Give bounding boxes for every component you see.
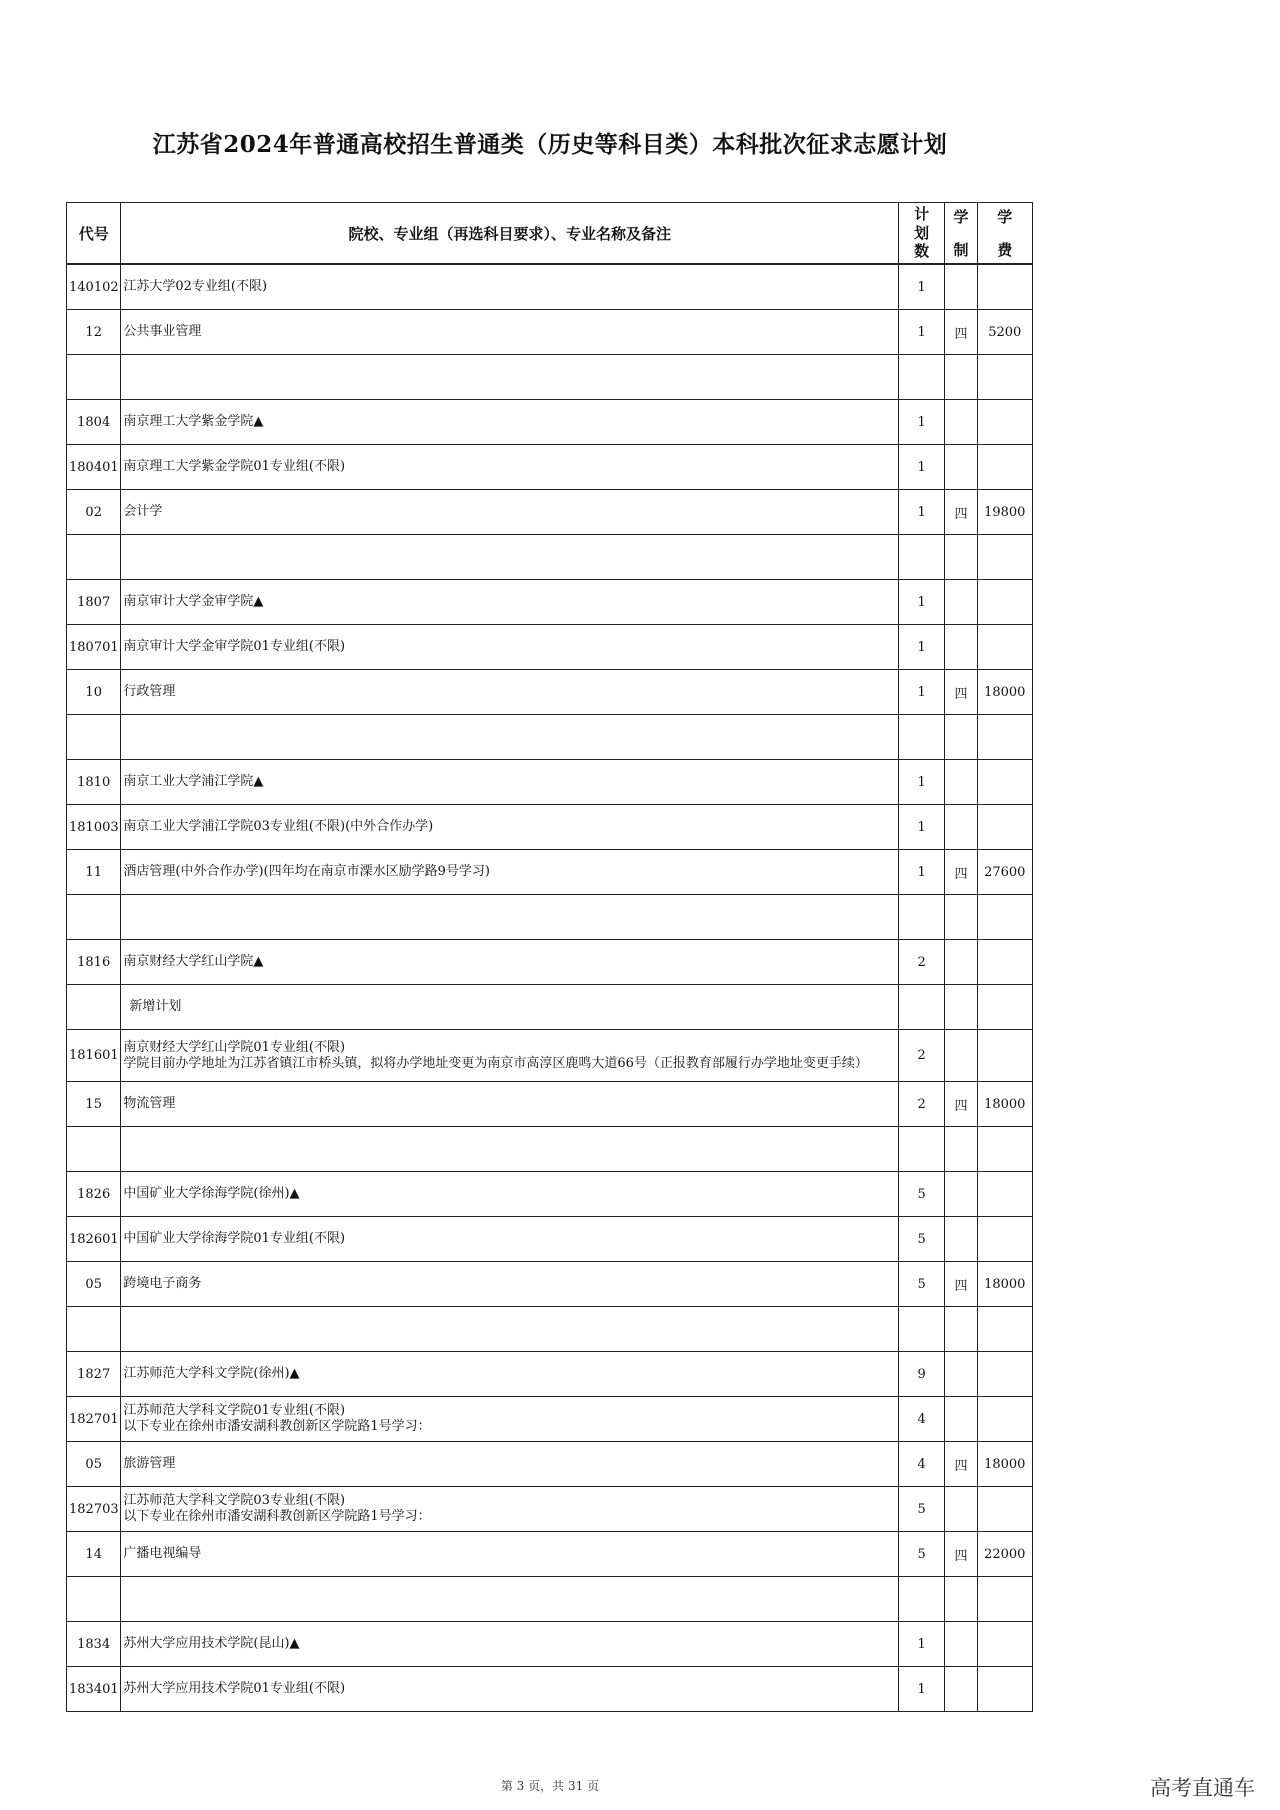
cell-name (121, 715, 899, 760)
cell-name (121, 895, 899, 940)
table-row (67, 1262, 1033, 1307)
header-fee: 学 费 (977, 203, 1032, 265)
cell-code: 182703 (67, 1487, 121, 1532)
cell-name-line: 苏州大学应用技术学院01专业组(不限) (123, 1681, 346, 1697)
cell-fee (977, 1127, 1032, 1172)
cell-years: 四 (945, 1532, 977, 1577)
cell-years (945, 1667, 977, 1712)
table-row (67, 1397, 1033, 1442)
cell-years (945, 625, 977, 670)
cell-plan: 9 (899, 1352, 945, 1397)
cell-fee (977, 355, 1032, 400)
cell-name-line: 江苏师范大学科文学院01专业组(不限) (123, 1403, 346, 1419)
header-plan: 计 划 数 (899, 203, 945, 265)
table-row (67, 715, 1033, 760)
table-row (67, 670, 1033, 715)
cell-fee (977, 1397, 1032, 1442)
cell-years (945, 445, 977, 490)
cell-name (121, 805, 899, 850)
cell-fee (977, 1352, 1032, 1397)
cell-plan: 5 (899, 1217, 945, 1262)
cell-name (121, 445, 899, 490)
cell-name (121, 1352, 899, 1397)
cell-fee (977, 1577, 1032, 1622)
cell-code (67, 715, 121, 760)
page-title: 江苏省2024年普通高校招生普通类（历史等科目类）本科批次征求志愿计划 (152, 131, 948, 158)
table-row (67, 940, 1033, 985)
cell-name-line: 南京理工大学紫金学院▲ (123, 414, 264, 430)
cell-years (945, 580, 977, 625)
cell-code: 1834 (67, 1622, 121, 1667)
cell-fee: 27600 (977, 850, 1032, 895)
cell-name (121, 1622, 899, 1667)
cell-plan (899, 1577, 945, 1622)
cell-code: 11 (67, 850, 121, 895)
cell-years (945, 400, 977, 445)
cell-code: 1810 (67, 760, 121, 805)
cell-name (121, 985, 899, 1030)
cell-fee (977, 445, 1032, 490)
cell-name-line: 苏州大学应用技术学院(昆山)▲ (123, 1636, 300, 1652)
cell-plan: 2 (899, 1030, 945, 1082)
cell-plan (899, 715, 945, 760)
cell-plan: 1 (899, 805, 945, 850)
cell-name-line: 物流管理 (123, 1096, 176, 1112)
cell-name (121, 490, 899, 535)
cell-code (67, 895, 121, 940)
cell-years (945, 355, 977, 400)
header-name: 院校、专业组（再选科目要求）、专业名称及备注 (121, 203, 899, 265)
table-row (67, 1172, 1033, 1217)
cell-name (121, 310, 899, 355)
table-header-row (67, 203, 1033, 265)
cell-years (945, 1307, 977, 1352)
cell-plan: 1 (899, 760, 945, 805)
table-row (67, 1307, 1033, 1352)
cell-name (121, 1487, 899, 1532)
cell-name (121, 1307, 899, 1352)
cell-plan: 5 (899, 1172, 945, 1217)
cell-plan (899, 1127, 945, 1172)
cell-code: 181003 (67, 805, 121, 850)
table-row (67, 805, 1033, 850)
table-row (67, 760, 1033, 805)
cell-plan: 5 (899, 1487, 945, 1532)
cell-fee (977, 1030, 1032, 1082)
cell-name (121, 355, 899, 400)
cell-years (945, 1172, 977, 1217)
cell-name (121, 1262, 899, 1307)
table-row (67, 1532, 1033, 1577)
cell-years (945, 1487, 977, 1532)
cell-plan: 1 (899, 580, 945, 625)
cell-fee: 22000 (977, 1532, 1032, 1577)
cell-fee (977, 805, 1032, 850)
table-row (67, 1622, 1033, 1667)
cell-plan: 5 (899, 1262, 945, 1307)
cell-name-line: 以下专业在徐州市潘安湖科教创新区学院路1号学习： (123, 1509, 431, 1524)
cell-code (67, 985, 121, 1030)
cell-plan: 2 (899, 1082, 945, 1127)
cell-plan: 5 (899, 1532, 945, 1577)
table-row (67, 400, 1033, 445)
cell-years (945, 1352, 977, 1397)
cell-fee (977, 264, 1032, 310)
cell-name-line: 南京工业大学浦江学院▲ (123, 774, 264, 790)
cell-plan (899, 895, 945, 940)
cell-fee (977, 1172, 1032, 1217)
cell-fee (977, 760, 1032, 805)
cell-plan (899, 355, 945, 400)
cell-plan (899, 1307, 945, 1352)
cell-name-line: 中国矿业大学徐海学院(徐州)▲ (123, 1186, 300, 1202)
cell-name (121, 625, 899, 670)
cell-code: 180701 (67, 625, 121, 670)
cell-years: 四 (945, 850, 977, 895)
cell-code (67, 1127, 121, 1172)
cell-years (945, 715, 977, 760)
cell-fee: 18000 (977, 1442, 1032, 1487)
cell-years: 四 (945, 310, 977, 355)
table-row (67, 895, 1033, 940)
cell-fee (977, 1307, 1032, 1352)
cell-code: 05 (67, 1442, 121, 1487)
table-row (67, 1127, 1033, 1172)
cell-name-line: 南京审计大学金审学院▲ (123, 594, 264, 610)
cell-years (945, 1127, 977, 1172)
cell-plan: 1 (899, 1622, 945, 1667)
table-row (67, 264, 1033, 310)
cell-plan: 2 (899, 940, 945, 985)
enrollment-plan-table (66, 202, 1033, 1712)
cell-years (945, 535, 977, 580)
cell-name-line: 南京财经大学红山学院01专业组(不限) (123, 1039, 346, 1055)
cell-name-line: 江苏师范大学科文学院(徐州)▲ (123, 1366, 300, 1382)
cell-plan: 4 (899, 1442, 945, 1487)
cell-code: 15 (67, 1082, 121, 1127)
cell-code (67, 355, 121, 400)
cell-fee: 18000 (977, 670, 1032, 715)
cell-plan: 1 (899, 670, 945, 715)
watermark-logo-text: 高考直通车 (1150, 1776, 1255, 1800)
cell-plan: 1 (899, 310, 945, 355)
cell-name-line: 酒店管理(中外合作办学)(四年均在南京市溧水区励学路9号学习) (123, 864, 490, 880)
cell-plan: 1 (899, 445, 945, 490)
table-row (67, 310, 1033, 355)
cell-name-line: 以下专业在徐州市潘安湖科教创新区学院路1号学习： (123, 1419, 431, 1434)
cell-years (945, 264, 977, 310)
table-row (67, 1487, 1033, 1532)
table-row (67, 985, 1033, 1030)
cell-code: 180401 (67, 445, 121, 490)
cell-name (121, 940, 899, 985)
cell-years: 四 (945, 1262, 977, 1307)
cell-code: 12 (67, 310, 121, 355)
cell-years: 四 (945, 1442, 977, 1487)
cell-fee: 18000 (977, 1082, 1032, 1127)
cell-name (121, 1577, 899, 1622)
cell-plan: 1 (899, 490, 945, 535)
cell-name-line: 江苏大学02专业组(不限) (123, 279, 268, 295)
cell-code: 183401 (67, 1667, 121, 1712)
cell-fee (977, 1622, 1032, 1667)
cell-name-line: 会计学 (123, 504, 163, 520)
cell-fee (977, 940, 1032, 985)
cell-name-line: 南京审计大学金审学院01专业组(不限) (123, 639, 346, 655)
cell-name (121, 400, 899, 445)
cell-fee (977, 895, 1032, 940)
cell-plan: 4 (899, 1397, 945, 1442)
cell-fee: 18000 (977, 1262, 1032, 1307)
cell-fee (977, 985, 1032, 1030)
cell-name-line: 公共事业管理 (123, 324, 202, 340)
cell-code: 140102 (67, 264, 121, 310)
table-row (67, 625, 1033, 670)
cell-fee (977, 1667, 1032, 1712)
cell-name (121, 535, 899, 580)
cell-name (121, 1442, 899, 1487)
cell-fee (977, 1487, 1032, 1532)
cell-years: 四 (945, 1082, 977, 1127)
cell-years: 四 (945, 670, 977, 715)
cell-plan: 1 (899, 625, 945, 670)
cell-plan: 1 (899, 1667, 945, 1712)
cell-code: 10 (67, 670, 121, 715)
table-row (67, 1577, 1033, 1622)
cell-years (945, 805, 977, 850)
cell-years (945, 1577, 977, 1622)
cell-years (945, 760, 977, 805)
table-row (67, 1442, 1033, 1487)
cell-name (121, 1172, 899, 1217)
cell-fee: 19800 (977, 490, 1032, 535)
cell-code: 182701 (67, 1397, 121, 1442)
table-row (67, 490, 1033, 535)
cell-name-line: 旅游管理 (123, 1456, 176, 1472)
cell-name (121, 850, 899, 895)
header-years: 学 制 (945, 203, 977, 265)
cell-fee (977, 715, 1032, 760)
cell-fee (977, 400, 1032, 445)
table-row (67, 445, 1033, 490)
cell-years (945, 1622, 977, 1667)
cell-name-line: 新增计划 (129, 999, 182, 1015)
cell-name (121, 1532, 899, 1577)
cell-fee (977, 580, 1032, 625)
cell-name-line: 中国矿业大学徐海学院01专业组(不限) (123, 1231, 346, 1247)
cell-plan (899, 535, 945, 580)
cell-fee (977, 625, 1032, 670)
cell-code: 02 (67, 490, 121, 535)
cell-code: 1827 (67, 1352, 121, 1397)
cell-years: 四 (945, 490, 977, 535)
cell-code (67, 1307, 121, 1352)
cell-code: 1807 (67, 580, 121, 625)
cell-name (121, 1397, 899, 1442)
cell-name-line: 行政管理 (123, 684, 176, 700)
cell-years (945, 985, 977, 1030)
cell-name-line: 南京理工大学紫金学院01专业组(不限) (123, 459, 346, 475)
table-row (67, 535, 1033, 580)
page-footer: 第 3 页，共 31 页 (500, 1779, 600, 1793)
cell-years (945, 1217, 977, 1262)
cell-years (945, 1030, 977, 1082)
cell-name-line: 跨境电子商务 (123, 1276, 202, 1292)
cell-code: 182601 (67, 1217, 121, 1262)
table-row (67, 1667, 1033, 1712)
cell-code: 14 (67, 1532, 121, 1577)
table-row (67, 355, 1033, 400)
table-row (67, 580, 1033, 625)
cell-name-line: 江苏师范大学科文学院03专业组(不限) (123, 1493, 346, 1509)
cell-name (121, 670, 899, 715)
cell-fee (977, 1217, 1032, 1262)
cell-years (945, 940, 977, 985)
cell-fee (977, 535, 1032, 580)
cell-name (121, 760, 899, 805)
cell-name (121, 1127, 899, 1172)
cell-name (121, 264, 899, 310)
cell-name (121, 1082, 899, 1127)
header-code: 代号 (67, 203, 121, 265)
cell-plan: 1 (899, 850, 945, 895)
cell-name (121, 1667, 899, 1712)
cell-code (67, 1577, 121, 1622)
cell-years (945, 895, 977, 940)
cell-name (121, 580, 899, 625)
cell-name-line: 南京财经大学红山学院▲ (123, 954, 264, 970)
cell-name-line: 学院目前办学地址为江苏省镇江市桥头镇，拟将办学地址变更为南京市高淳区鹿鸣大道66号（正报教育部履行办学地址变更手续） (123, 1055, 868, 1071)
table-row (67, 1030, 1033, 1082)
table-row (67, 1082, 1033, 1127)
cell-name-line: 南京工业大学浦江学院03专业组(不限)(中外合作办学) (123, 819, 434, 835)
table-row (67, 1352, 1033, 1397)
cell-code: 05 (67, 1262, 121, 1307)
cell-fee: 5200 (977, 310, 1032, 355)
cell-name (121, 1217, 899, 1262)
cell-name (121, 1030, 899, 1082)
cell-code: 1816 (67, 940, 121, 985)
table-body (67, 264, 1033, 1712)
cell-plan: 1 (899, 400, 945, 445)
cell-code: 1826 (67, 1172, 121, 1217)
table-row (67, 850, 1033, 895)
cell-code (67, 535, 121, 580)
cell-name-line: 广播电视编导 (123, 1546, 202, 1562)
cell-years (945, 1397, 977, 1442)
cell-plan: 1 (899, 264, 945, 310)
cell-code: 181601 (67, 1030, 121, 1082)
cell-plan (899, 985, 945, 1030)
table-row (67, 1217, 1033, 1262)
cell-code: 1804 (67, 400, 121, 445)
